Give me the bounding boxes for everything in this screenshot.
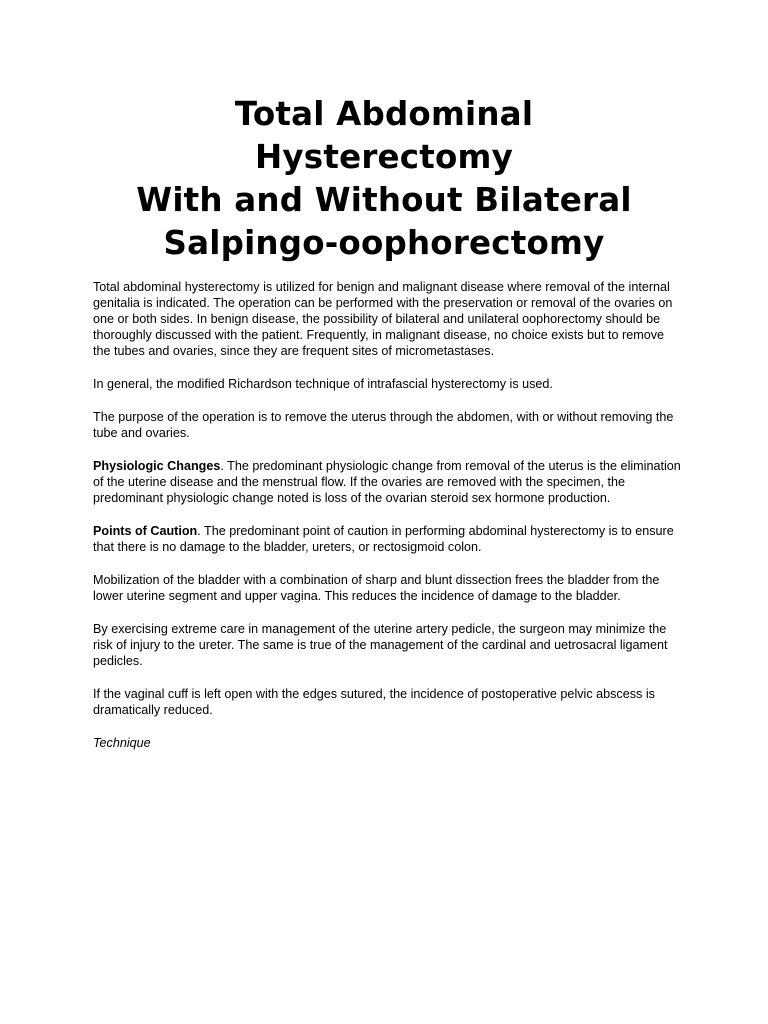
title-line-4: Salpingo-oophorectomy: [163, 224, 605, 262]
uterine-artery-paragraph: By exercising extreme care in management of the uterine artery pedicle, the surgeon may minimize the risk of injury to the ureter. The same is true of the management of the cardinal and uetrosacral ligament pedicles.: [93, 622, 668, 668]
vaginal-cuff-paragraph: If the vaginal cuff is left open with the edges sutured, the incidence of postoperative pelvic abscess is dramatically reduced.: [93, 687, 655, 717]
title-line-2: Hysterectomy: [255, 138, 513, 176]
physiologic-changes-paragraph: [93, 458, 683, 506]
intro-paragraph: Total abdominal hysterectomy is utilized for benign and malignant disease where removal of the internal genitalia is indicated. The operation can be performed with the preservation or removal of the ovaries on one or both sides. In benign disease, the possibility of bilateral and unilateral oophorectomy should be thoroughly discussed with the patient. Frequently, in malignant disease, no choice exists but to remove the tubes and ovaries, since they are frequent sites of micrometastases.: [93, 280, 673, 358]
technique-label: Technique: [93, 736, 151, 750]
purpose-paragraph: The purpose of the operation is to remove the uterus through the abdomen, with or without removing the tube and ovaries.: [93, 410, 674, 440]
points-of-caution-heading: Points of Caution: [93, 524, 198, 538]
document-body: [93, 279, 683, 768]
physiologic-changes-text: . The predominant physiologic change from removal of the uterus is the elimination of the uterine disease and the menstrual flow. If the ovaries are removed with the specimen, the predominant physiologic change noted is loss of the ovarian steroid sex hormone production.: [93, 459, 681, 505]
title-line-1: Total Abdominal: [234, 95, 534, 133]
title-line-3: With and Without Bilateral: [136, 181, 632, 219]
technique-general-paragraph: In general, the modified Richardson technique of intrafascial hysterectomy is used.: [93, 377, 553, 391]
points-of-caution-paragraph: [93, 523, 683, 555]
points-of-caution-text: . The predominant point of caution in performing abdominal hysterectomy is to ensure that there is no damage to the bladder, ureters, or rectosigmoid colon.: [93, 524, 674, 554]
document-title: [60, 93, 708, 265]
mobilization-paragraph: Mobilization of the bladder with a combination of sharp and blunt dissection frees the bladder from the lower uterine segment and upper vagina. This reduces the incidence of damage to the bladder.: [93, 573, 660, 603]
physiologic-changes-heading: Physiologic Changes: [93, 459, 221, 473]
